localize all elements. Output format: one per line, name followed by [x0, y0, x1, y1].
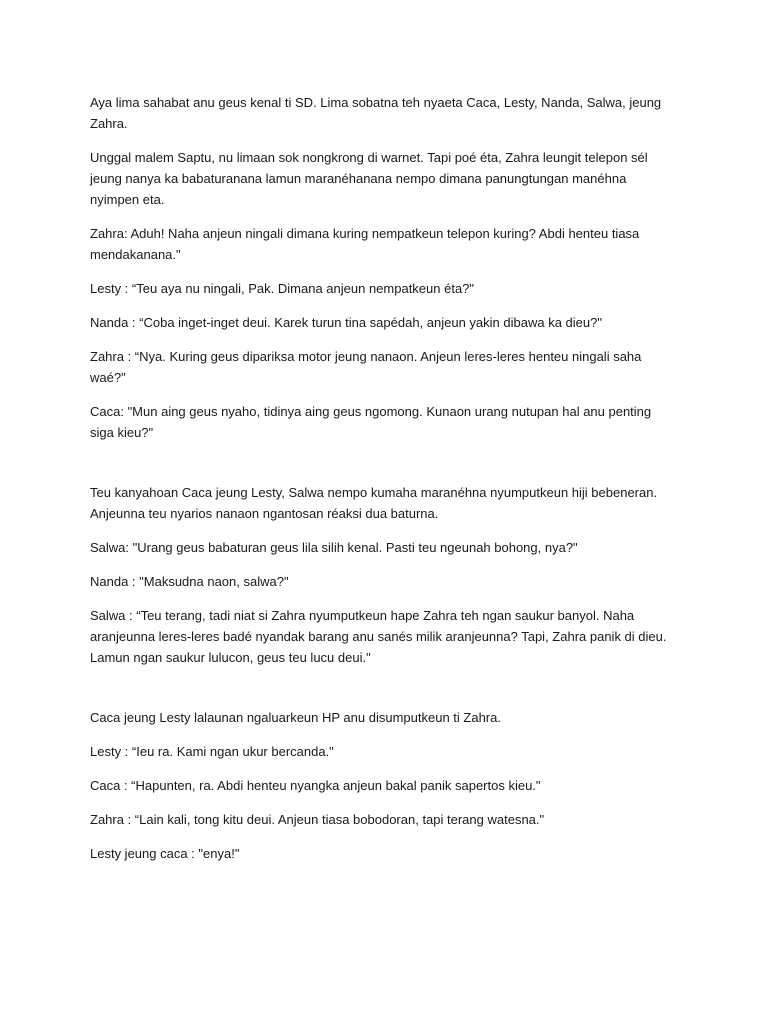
dialogue-line: Zahra : “Nya. Kuring geus dipariksa motor jeung nanaon. Anjeun leres-leres henteu ningali saha waé?": [90, 349, 642, 385]
dialogue-line: Salwa : “Teu terang, tadi niat si Zahra nyumputkeun hape Zahra teh ngan saukur banyol. Naha aranjeunna leres-leres badé nyandak barang anu sanés milik aranjeunna? Tapi, Zahra panik di dieu. Lamun ngan saukur lulucon, geus teu lucu deui.": [90, 608, 667, 665]
dialogue-line: Lesty jeung caca : "enya!": [90, 846, 240, 861]
dialogue-line: Caca: "Mun aing geus nyaho, tidinya aing geus ngomong. Kunaon urang nutupan hal anu penting siga kieu?": [90, 404, 652, 440]
dialogue-line: Salwa: "Urang geus babaturan geus lila silih kenal. Pasti teu ngeunah bohong, nya?": [90, 540, 578, 555]
paragraph-intro: Aya lima sahabat anu geus kenal ti SD. Lima sobatna teh nyaeta Caca, Lesty, Nanda, Salwa, jeung Zahra.: [90, 95, 662, 131]
dialogue-line: Lesty : “Ieu ra. Kami ngan ukur bercanda.": [90, 744, 334, 759]
dialogue-line: Caca : “Hapunten, ra. Abdi henteu nyangka anjeun bakal panik sapertos kieu.": [90, 778, 541, 793]
paragraph-narration: Teu kanyahoan Caca jeung Lesty, Salwa nempo kumaha maranéhna nyumputkeun hiji bebeneran. Anjeunna teu nyarios nanaon ngantosan réaksi dua baturna.: [90, 485, 658, 521]
section-spacer: [90, 456, 675, 482]
dialogue-line: Zahra : “Lain kali, tong kitu deui. Anjeun tiasa bobodoran, tapi terang watesna.": [90, 812, 545, 827]
dialogue-line: Zahra: Aduh! Naha anjeun ningali dimana kuring nempatkeun telepon kuring? Abdi henteu tiasa mendakanana.": [90, 226, 640, 262]
paragraph-setting: Unggal malem Saptu, nu limaan sok nongkrong di warnet. Tapi poé éta, Zahra leungit telepon sél jeung nanya ka babaturanana lamun maranéhanana nempo dimana panungtungan manéhna nyimpen eta.: [90, 150, 648, 207]
section-spacer: [90, 681, 675, 707]
dialogue-line: Nanda : "Maksudna naon, salwa?": [90, 574, 289, 589]
dialogue-line: Nanda : “Coba inget-inget deui. Karek turun tina sapédah, anjeun yakin dibawa ka dieu?": [90, 315, 602, 330]
paragraph-narration: Caca jeung Lesty lalaunan ngaluarkeun HP anu disumputkeun ti Zahra.: [90, 710, 501, 725]
story-text: [90, 92, 675, 877]
dialogue-line: Lesty : “Teu aya nu ningali, Pak. Dimana anjeun nempatkeun éta?": [90, 281, 475, 296]
